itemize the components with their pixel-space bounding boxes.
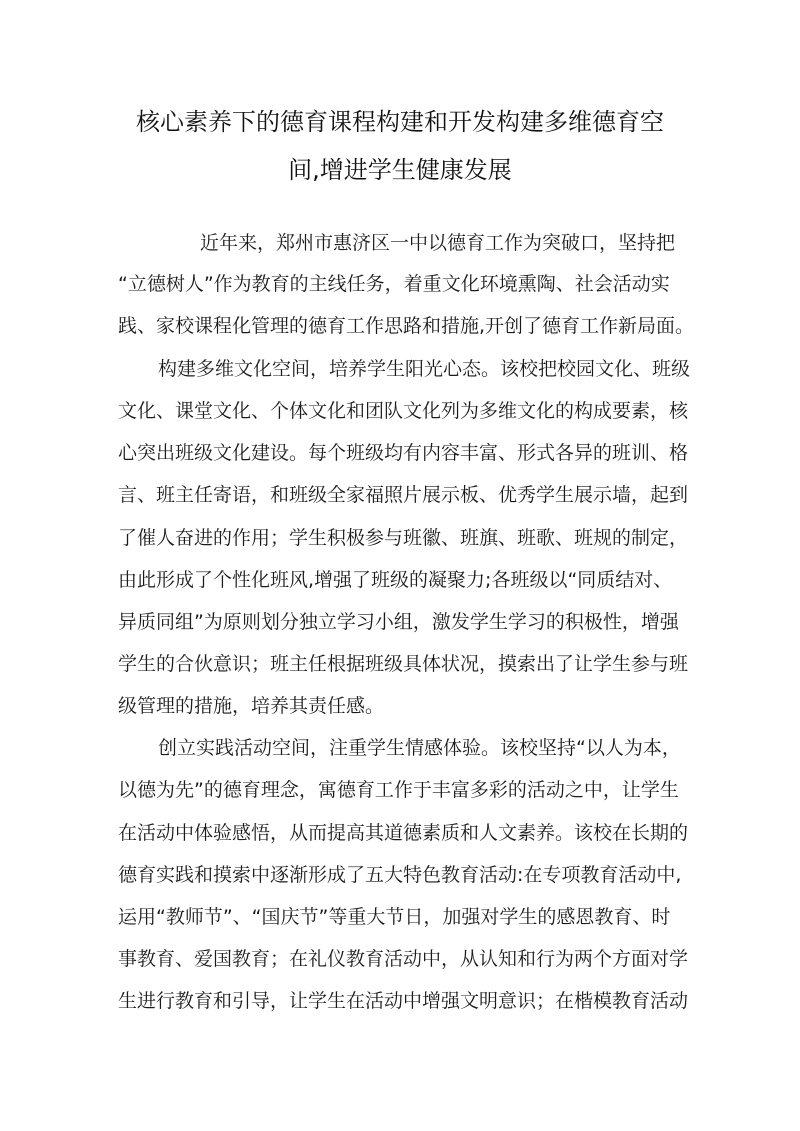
body-line: 由此形成了个性化班风,增强了班级的凝聚力;各班级以“同质结对、	[118, 569, 673, 591]
body-line: 构建多维文化空间，培养学生阳光心态。该校把校园文化、班级	[158, 358, 691, 380]
body-line: “立德树人”作为教育的主线任务，着重文化环境熏陶、社会活动实	[118, 273, 670, 295]
body-line: 生进行教育和引导，让学生在活动中增强文明意识；在楷模教育活动	[118, 990, 689, 1012]
body-line: 创立实践活动空间，注重学生情感体验。该校坚持“以人为本，	[158, 737, 681, 759]
title-line-1: 核心素养下的德育课程构建和开发构建多维德育空	[136, 108, 664, 136]
title-line-2: 间,增进学生健康发展	[288, 156, 512, 184]
document-title	[100, 98, 700, 194]
body-line: 心突出班级文化建设。每个班级均有内容丰富、形式各异的班训、格	[118, 442, 689, 464]
body-line: 践、家校课程化管理的德育工作思路和措施,开创了德育工作新局面。	[118, 315, 695, 337]
body-line: 言、班主任寄语，和班级全家福照片展示板、优秀学生展示墙，起到	[118, 484, 689, 506]
body-line: 在活动中体验感悟，从而提高其道德素质和人文素养。该校在长期的	[118, 822, 689, 844]
body-line: 文化、课堂文化、个体文化和团队文化列为多维文化的构成要素，核	[118, 400, 689, 422]
body-line: 学生的合伙意识；班主任根据班级具体状况，摸索出了让学生参与班	[118, 653, 689, 675]
body-line: 事教育、爱国教育；在礼仪教育活动中，从认知和行为两个方面对学	[118, 948, 689, 970]
body-line: 异质同组”为原则划分独立学习小组，激发学生学习的积极性，增强	[118, 611, 679, 633]
body-line: 了催人奋进的作用；学生积极参与班徽、班旗、班歌、班规的制定，	[118, 527, 689, 549]
body-line: 德育实践和摸索中逐渐形成了五大特色教育活动:在专项教育活动中,	[118, 864, 682, 886]
body-line: 级管理的措施，培养其责任感。	[118, 695, 385, 717]
body-line: 近年来，郑州市惠济区一中以德育工作为突破口，坚持把	[200, 232, 676, 254]
body-line: 以德为先”的德育理念，寓德育工作于丰富多彩的活动之中，让学生	[118, 779, 679, 801]
body-line: 运用“教师节”、“国庆节”等重大节日，加强对学生的感恩教育、时	[118, 906, 671, 928]
